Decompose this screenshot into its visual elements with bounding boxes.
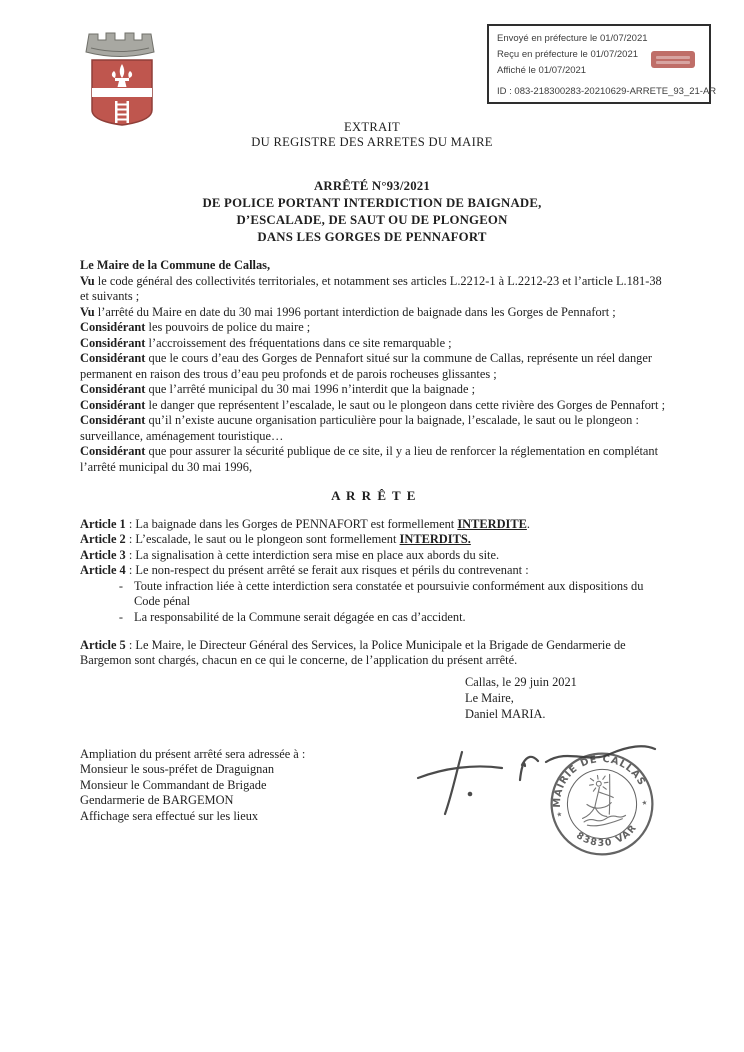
- preamble-paragraph: Considérant l’accroissement des fréquentations dans ce site remarquable ;: [80, 335, 452, 350]
- register-heading-line1: EXTRAIT: [344, 120, 400, 134]
- shield-icon: [92, 60, 152, 125]
- ampliation-heading: Ampliation du présent arrêté sera adressée à :: [80, 746, 306, 761]
- article-1: Article 1 : La baignade dans les Gorges de PENNAFORT est formellement INTERDITE.: [80, 516, 530, 531]
- seal-star-left-icon: ★: [556, 810, 563, 819]
- preamble-paragraph: Considérant le danger que représentent l’escalade, le saut ou le plongeon dans cette rivière des Gorges de Pennafort ;: [80, 397, 666, 412]
- signer-title: Le Maire,: [465, 690, 514, 705]
- bullet-item: - Toute infraction liée à cette interdiction sera constatée et poursuivie conformément aux dispositions du Code pénal: [118, 578, 644, 608]
- preamble-paragraph: Considérant que le cours d’eau des Gorges de Pennafort situé sur la commune de Callas, représente un réel danger permanent en raison des trous d’eau peu profonds et de parois rocheuses glissantes ;: [80, 351, 652, 381]
- place-and-date: Callas, le 29 juin 2021: [465, 674, 577, 689]
- article-3: Article 3 : La signalisation à cette interdiction sera mise en place aux abords du site.: [80, 547, 500, 562]
- ampliation-recipient: Monsieur le Commandant de Brigade: [80, 777, 267, 792]
- bullet-item: - La responsabilité de la Commune serait dégagée en cas d’accident.: [118, 609, 466, 624]
- operative-heading: A R R Ê T E: [331, 488, 417, 503]
- seal-star-right-icon: ★: [641, 799, 648, 808]
- signature-block: [465, 674, 668, 722]
- decree-title-line2: DE POLICE PORTANT INTERDICTION DE BAIGNADE,: [202, 196, 542, 210]
- seal-bottom-text: 83830 VAR: [574, 822, 640, 849]
- decree-title-line3: D’ESCALADE, DE SAUT OU DE PLONGEON: [236, 213, 508, 227]
- prefecture-stamp-box: [487, 24, 717, 104]
- preamble-paragraph: Considérant que l’arrêté municipal du 30 mai 1996 n’interdit que la baignade ;: [80, 382, 476, 396]
- preamble-paragraph: Considérant les pouvoirs de police du maire ;: [80, 320, 311, 334]
- ampliation-recipient: Monsieur le sous-préfet de Draguignan: [80, 762, 275, 776]
- decree-number: ARRÊTÉ N°93/2021: [313, 179, 431, 193]
- preamble-paragraph: Le Maire de la Commune de Callas,: [80, 258, 271, 272]
- article-2: Article 2 : L’escalade, le saut ou le plongeon sont formellement INTERDITS.: [80, 532, 471, 546]
- prefecture-visa-stamp-icon: [651, 51, 695, 68]
- handwritten-signature: [408, 732, 658, 817]
- decree-title-line4: DANS LES GORGES DE PENNAFORT: [257, 230, 487, 244]
- posted-date-line: Affiché le 01/07/2021: [497, 65, 587, 76]
- received-in-prefecture-line: Reçu en préfecture le 01/07/2021: [497, 49, 639, 60]
- svg-text:83830 VAR: [573, 821, 642, 854]
- preamble-paragraph: Considérant que pour assurer la sécurité publique de ce site, il y a lieu de renforcer la réglementation en complétant l’arrêté municipal du 30 mai 1996,: [80, 444, 659, 474]
- seal-top-text: MAIRIE DE CALLAS: [551, 753, 648, 808]
- transmission-id-line: ID : 083-218300283-20210629-ARRETE_93_21-AR: [497, 86, 717, 97]
- article-5: Article 5 : Le Maire, le Directeur Général des Services, la Police Municipale et la Brigade de Gendarmerie de Bargemon sont chargés, chacun en ce qui le concerne, de l’application du présent arrêté.: [80, 637, 626, 667]
- preamble-paragraph: Considérant qu’il n’existe aucune organisation particulière pour la baignade, l’escalade, le saut ou le plongeon : surveillance, aménagement touristique…: [80, 413, 639, 443]
- register-heading-line2: DU REGISTRE DES ARRETES DU MAIRE: [251, 135, 493, 149]
- article-4: Article 4 : Le non-respect du présent arrêté se ferait aux risques et périls du contrevenant :: [80, 563, 529, 577]
- preamble-paragraph: Vu le code général des collectivités territoriales, et notamment ses articles L.2212-1 à L.2212-23 et l’article L.181-38 et suivants ;: [80, 273, 662, 303]
- register-heading: [0, 120, 744, 150]
- ampliation-recipient: Gendarmerie de BARGEMON: [80, 793, 234, 807]
- ampliation-note: Affichage sera effectué sur les lieux: [80, 808, 259, 823]
- signer-name: Daniel MARIA.: [465, 706, 546, 721]
- article-4-bullets: [80, 579, 668, 626]
- callas-coat-of-arms: [80, 22, 160, 126]
- fess-band: [92, 88, 152, 97]
- preamble-paragraph: Vu l’arrêté du Maire en date du 30 mai 1996 portant interdiction de baignade dans les Gorges de Pennafort ;: [80, 304, 616, 319]
- mural-crown-icon: [86, 33, 154, 57]
- sent-to-prefecture-line: Envoyé en préfecture le 01/07/2021: [497, 33, 648, 44]
- decree-title: [0, 178, 744, 246]
